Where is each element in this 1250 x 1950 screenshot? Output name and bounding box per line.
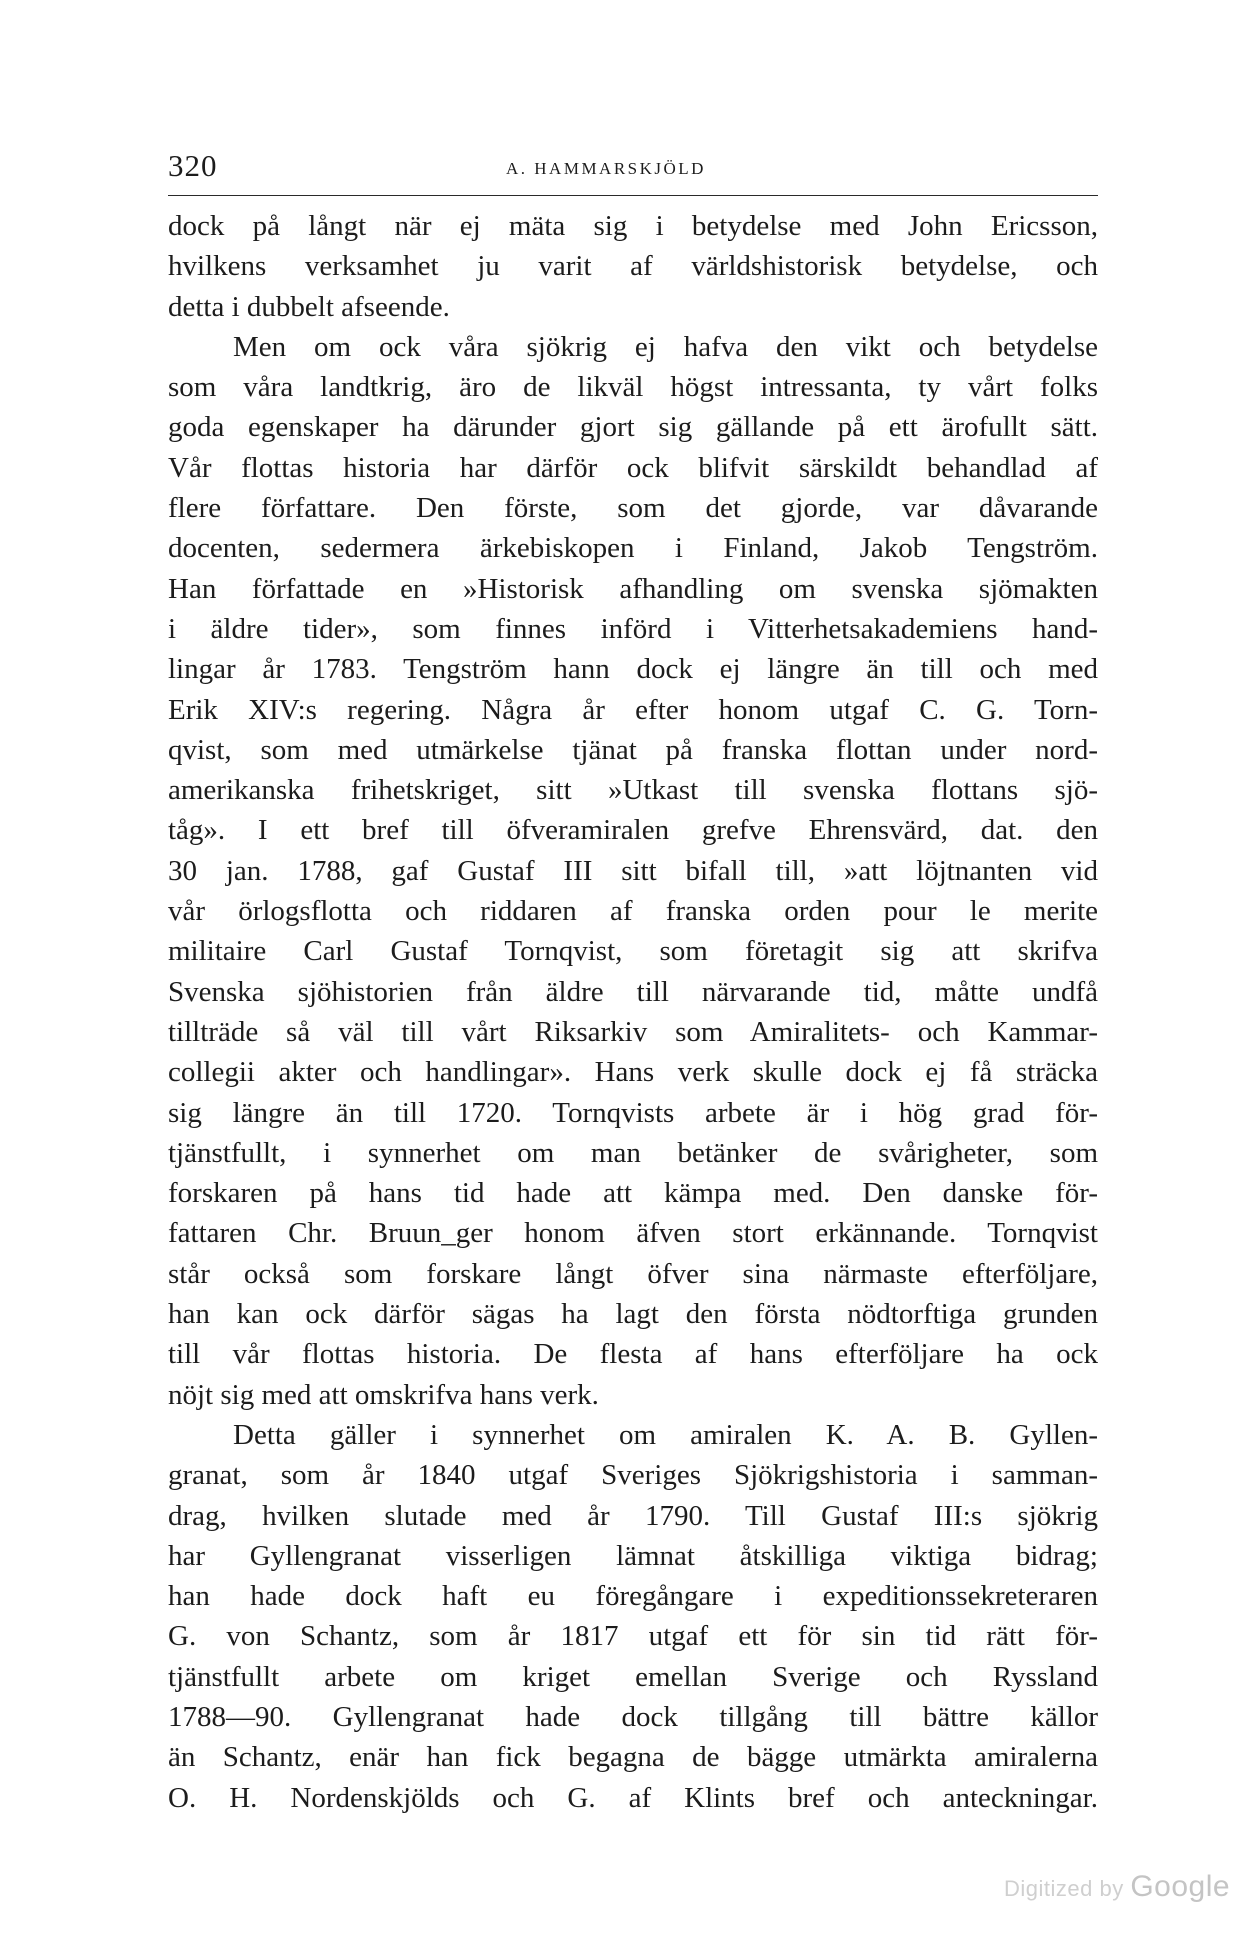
body-text [168, 206, 1098, 1818]
text-line: qvist, som med utmärkelse tjänat på franska flottan under nord- [168, 733, 1098, 766]
text-line: docenten, sedermera ärkebiskopen i Finland, Jakob Tengström. [168, 532, 1098, 565]
text-line: collegii akter och handlingar». Hans verk skulle dock ej få sträcka [168, 1056, 1098, 1089]
digitization-watermark [1004, 1870, 1230, 1904]
text-line: tjänstfullt, i synnerhet om man betänker de svårigheter, som [168, 1136, 1098, 1169]
text-line: nöjt sig med att omskrifva hans verk. [168, 1378, 599, 1411]
text-line: detta i dubbelt afseende. [168, 290, 450, 323]
text-line: i äldre tider», som finnes införd i Vitterhetsakademiens hand- [168, 612, 1098, 645]
running-head: A. HAMMARSKJÖLD [506, 159, 706, 178]
text-line: forskaren på hans tid hade att kämpa med. Den danske för- [168, 1177, 1098, 1210]
header-rule [168, 195, 1098, 196]
text-line: tjänstfullt arbete om kriget emellan Sverige och Ryssland [168, 1660, 1098, 1693]
text-line: G. von Schantz, som år 1817 utgaf ett för sin tid rätt för- [168, 1620, 1098, 1653]
text-line: O. H. Nordenskjölds och G. af Klints bref och anteckningar. [168, 1781, 1098, 1814]
text-line: sig längre än till 1720. Tornqvists arbete är i hög grad för- [168, 1096, 1098, 1129]
text-line: tillträde så väl till vårt Riksarkiv som Amiralitets- och Kammar- [168, 1015, 1098, 1048]
text-line: drag, hvilken slutade med år 1790. Till Gustaf III:s sjökrig [168, 1499, 1098, 1532]
text-line: Vår flottas historia har därför ock blifvit särskildt behandlad af [168, 451, 1098, 484]
page-header [168, 148, 1098, 192]
text-line: än Schantz, enär han fick begagna de bägge utmärkta amiralerna [168, 1741, 1098, 1774]
text-line: fattaren Chr. Bruun_ger honom äfven stort erkännande. Tornqvist [168, 1217, 1098, 1250]
text-line: han kan ock därför sägas ha lagt den första nödtorftiga grunden [168, 1298, 1098, 1331]
text-line: amerikanska frihetskriget, sitt »Utkast till svenska flottans sjö- [168, 774, 1098, 807]
watermark-brand: Google [1130, 1870, 1231, 1903]
text-line: tåg». I ett bref till öfveramiralen grefve Ehrensvärd, dat. den [168, 814, 1098, 847]
text-line: han hade dock haft eu föregångare i expeditionssekreteraren [168, 1580, 1098, 1613]
text-line: står också som forskare långt öfver sina närmaste efterföljare, [168, 1257, 1098, 1290]
text-line: lingar år 1783. Tengström hann dock ej längre än till och med [168, 653, 1098, 686]
text-line: hvilkens verksamhet ju varit af världshistorisk betydelse, och [168, 250, 1098, 283]
text-line: Svenska sjöhistorien från äldre till närvarande tid, måtte undfå [168, 975, 1098, 1008]
text-line: till vår flottas historia. De flesta af hans efterföljare ha ock [168, 1338, 1098, 1371]
text-line: 1788—90. Gyllengranat hade dock tillgång till bättre källor [168, 1700, 1098, 1733]
text-line: goda egenskaper ha därunder gjort sig gällande på ett ärofullt sätt. [168, 411, 1098, 444]
text-line: Men om ock våra sjökrig ej hafva den vikt och betydelse [233, 330, 1098, 363]
text-line: Erik XIV:s regering. Några år efter honom utgaf C. G. Torn- [168, 693, 1098, 726]
text-line: 30 jan. 1788, gaf Gustaf III sitt bifall till, »att löjtnanten vid [168, 854, 1098, 887]
text-line: dock på långt när ej mäta sig i betydelse med John Ericsson, [168, 210, 1098, 242]
text-line: som våra landtkrig, äro de likväl högst intressanta, ty vårt folks [168, 371, 1098, 404]
text-line: Detta gäller i synnerhet om amiralen K. A. B. Gyllen- [233, 1418, 1098, 1451]
text-line: granat, som år 1840 utgaf Sveriges Sjökrigshistoria i samman- [168, 1459, 1098, 1492]
text-line: har Gyllengranat visserligen lämnat åtskilliga viktiga bidrag; [168, 1539, 1098, 1572]
text-line: militaire Carl Gustaf Tornqvist, som företagit sig att skrifva [168, 935, 1098, 968]
text-line: flere författare. Den förste, som det gjorde, var dåvarande [168, 492, 1098, 525]
text-line: Han författade en »Historisk afhandling om svenska sjömakten [168, 572, 1098, 605]
watermark-prefix: Digitized by [1004, 1876, 1124, 1901]
page-number: 320 [168, 148, 218, 183]
text-line: vår örlogsflotta och riddaren af franska orden pour le merite [168, 895, 1098, 928]
